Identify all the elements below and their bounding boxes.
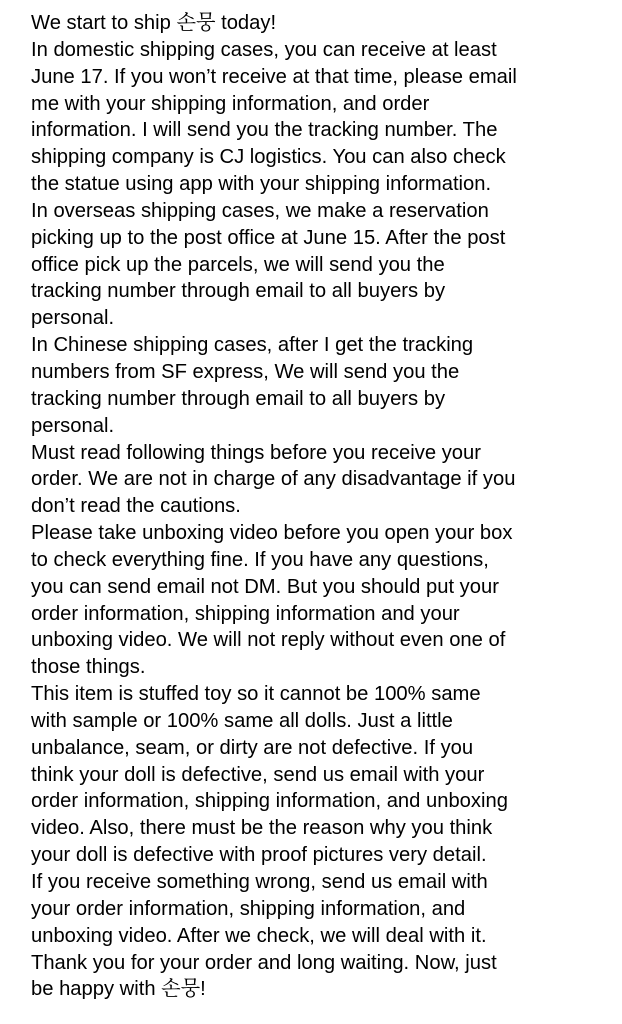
text-line: think your doll is defective, send us email with your	[31, 763, 485, 786]
text-line: your order information, shipping information, and	[31, 897, 466, 920]
text-line: unboxing video. We will not reply without even one of	[31, 629, 506, 652]
text-line: don’t read the cautions.	[31, 495, 241, 518]
text-line: personal.	[31, 307, 115, 330]
text-line: picking up to the post office at June 15. After the post	[31, 226, 506, 249]
text-line: order. We are not in charge of any disadvantage if you	[31, 468, 516, 491]
text-line: tracking number through email to all buyers by	[31, 280, 446, 303]
text-line: your doll is defective with proof pictures very detail.	[31, 844, 487, 867]
text-line: shipping company is CJ logistics. You can also check	[31, 146, 506, 169]
text-line: June 17. If you won’t receive at that time, please email	[31, 65, 517, 88]
text-line: Must read following things before you receive your	[31, 441, 481, 464]
text-line: Please take unboxing video before you open your box	[31, 522, 513, 545]
text-line: the statue using app with your shipping information.	[31, 173, 492, 196]
text-line: information. I will send you the tracking number. The	[31, 119, 498, 142]
text-line: with sample or 100% same all dolls. Just a little	[31, 709, 453, 732]
text-line: If you receive something wrong, send us email with	[31, 871, 488, 893]
text-line: you can send email not DM. But you should put your	[31, 575, 499, 598]
text-line: office pick up the parcels, we will send you the	[31, 253, 445, 276]
text-line: unbalance, seam, or dirty are not defective. If you	[31, 736, 474, 759]
text-line: numbers from SF express, We will send you the	[31, 360, 460, 383]
text-line: order information, shipping information and your	[31, 602, 460, 625]
text-line: In Chinese shipping cases, after I get the tracking	[31, 334, 474, 357]
text-line: tracking number through email to all buyers by	[31, 387, 446, 410]
text-line: We start to ship 손뭉 today!	[31, 12, 277, 34]
text-line: to check everything fine. If you have any questions,	[31, 548, 489, 571]
text-line: This item is stuffed toy so it cannot be 100% same	[31, 683, 481, 706]
notice-text	[31, 10, 611, 1003]
text-line: be happy with 손뭉!	[31, 978, 206, 1001]
text-line: those things.	[31, 656, 146, 679]
text-line: unboxing video. After we check, we will deal with it.	[31, 924, 487, 947]
text-line: video. Also, there must be the reason why you think	[31, 817, 493, 840]
text-line: me with your shipping information, and order	[31, 92, 430, 115]
text-line: order information, shipping information, and unboxing	[31, 790, 508, 813]
text-line: Thank you for your order and long waiting. Now, just	[31, 951, 497, 974]
text-line: In domestic shipping cases, you can receive at least	[31, 38, 497, 61]
text-line: personal.	[31, 414, 115, 437]
text-line: In overseas shipping cases, we make a reservation	[31, 199, 489, 222]
